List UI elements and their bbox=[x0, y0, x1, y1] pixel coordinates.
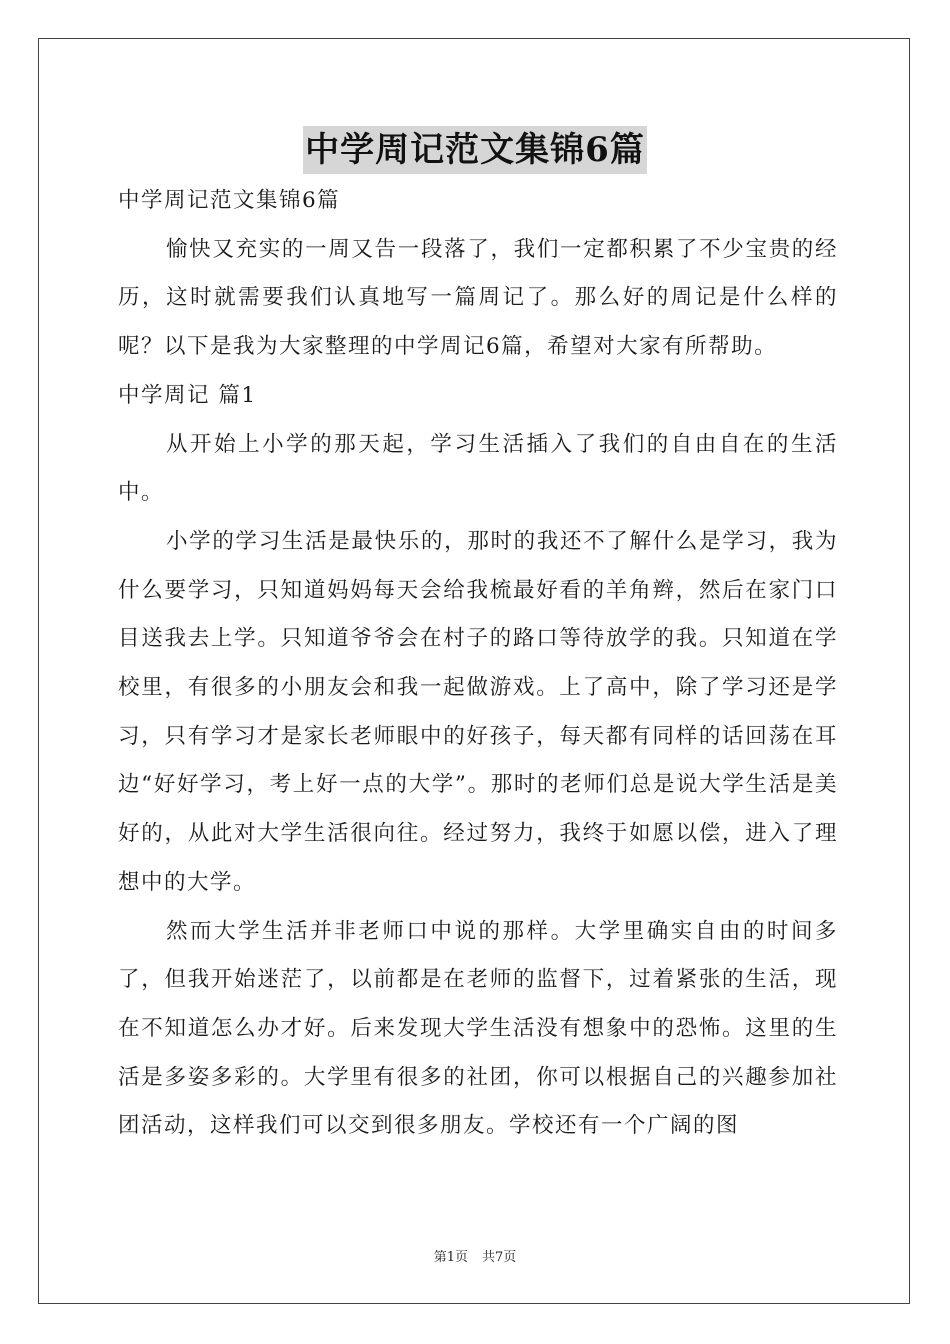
document-body bbox=[118, 177, 838, 1151]
page-number-total: 共7页 bbox=[482, 1250, 517, 1265]
section-heading: 中学周记 篇1 bbox=[118, 382, 257, 408]
body-paragraph: 小学的学习生活是最快乐的，那时的我还不了解什么是学习，我为什么要学习，只知道妈妈每天会给我梳最好看的羊角辫，然后在家门口目送我去上学。只知道爷爷会在村子的路口等待放学的我。只知道在学校里，有很多的小朋友会和我一起做游戏。上了高中，除了学习还是学习，只有学习才是家长老师眼中的好孩子，每天都有同样的话回荡在耳边“好好学习，考上好一点的大学”。那时的老师们总是说大学生活是美好的，从此对大学生活很向往。经过努力，我终于如愿以偿，进入了理想中的大学。 bbox=[118, 528, 838, 895]
page-number-current: 第1页 bbox=[433, 1250, 468, 1265]
page-footer bbox=[0, 1246, 950, 1265]
body-paragraph: 从开始上小学的那天起，学习生活插入了我们的自由自在的生活中。 bbox=[118, 431, 838, 506]
document-subtitle: 中学周记范文集锦6篇 bbox=[118, 188, 341, 213]
intro-paragraph: 愉快又充实的一周又告一段落了，我们一定都积累了不少宝贵的经历，这时就需要我们认真地写一篇周记了。那么好的周记是什么样的呢？以下是我为大家整理的中学周记6篇，希望对大家有所帮助。 bbox=[118, 236, 838, 360]
title-container bbox=[0, 126, 950, 174]
document-title: 中学周记范文集锦6篇 bbox=[303, 126, 647, 174]
body-paragraph: 然而大学生活并非老师口中说的那样。大学里确实自由的时间多了，但我开始迷茫了，以前都是在老师的监督下，过着紧张的生活，现在不知道怎么办才好。后来发现大学生活没有想象中的恐怖。这里的生活是多姿多彩的。大学里有很多的社团，你可以根据自己的兴趣参加社团活动，这样我们可以交到很多朋友。学校还有一个广阔的图 bbox=[118, 918, 838, 1139]
